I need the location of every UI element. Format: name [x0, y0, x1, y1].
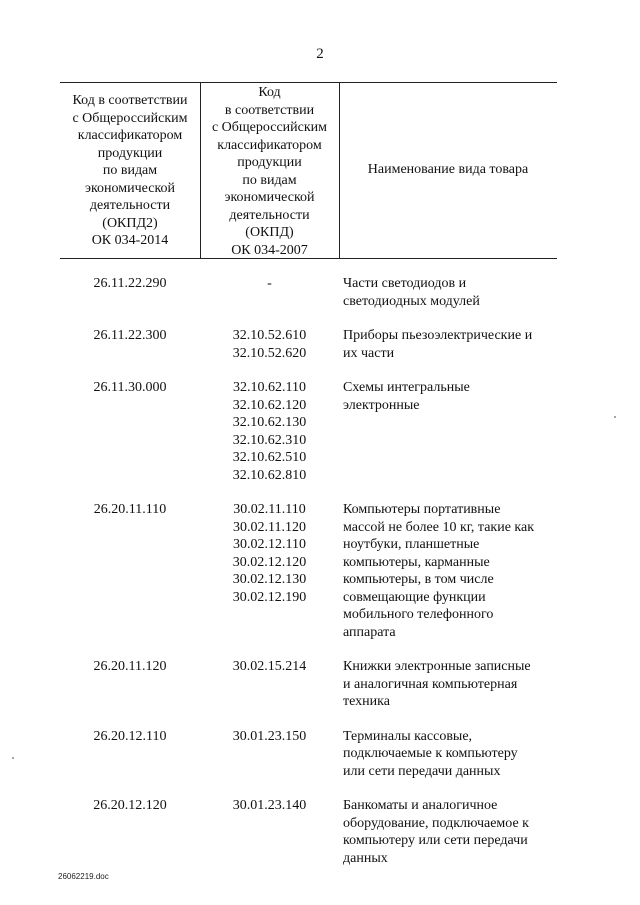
- text-line: ОК 034-2014: [91, 233, 169, 248]
- product-name-line: ноутбуки, планшетные: [343, 537, 480, 552]
- okpd-code: 30.02.12.130: [232, 572, 307, 587]
- header-okpd2-code: [60, 92, 200, 250]
- table-row: [60, 797, 557, 867]
- product-name-line: светодиодных модулей: [343, 293, 480, 309]
- okpd-code-cell: [200, 275, 339, 310]
- product-name-cell: [339, 275, 557, 310]
- header-product-name: [339, 161, 557, 179]
- okpd-code: 30.02.12.110: [233, 537, 306, 552]
- text-line: ОК 034-2007: [231, 242, 308, 258]
- product-name-line: компьютеру или сети передачи: [343, 833, 528, 848]
- table-row: [60, 275, 557, 310]
- okpd2-code: 26.20.11.120: [93, 659, 167, 674]
- product-name-cell: [339, 501, 557, 641]
- okpd-code: 32.10.52.610: [232, 328, 307, 343]
- product-name-line: массой не более 10 кг, такие как: [343, 519, 535, 535]
- product-name-line: оборудование, подключаемое к: [343, 815, 529, 831]
- okpd-code: 30.02.11.120: [233, 519, 306, 535]
- okpd2-code-cell: [60, 275, 200, 310]
- okpd2-code: 26.20.12.120: [93, 798, 167, 813]
- text-line: Наименование вида товара: [367, 162, 529, 177]
- product-name-line: подключаемые к компьютеру: [343, 746, 518, 761]
- text-line: продукции: [97, 145, 163, 161]
- okpd-code: 32.10.62.510: [232, 450, 307, 465]
- text-line: (ОКПД2): [102, 215, 158, 231]
- okpd-code: 32.10.62.810: [232, 467, 307, 483]
- product-name-line: мобильного телефонного: [343, 607, 494, 622]
- product-name-line: Терминалы кассовые,: [343, 728, 473, 744]
- product-name-line: электронные: [343, 397, 420, 413]
- okpd-code-cell: [200, 658, 339, 711]
- product-name-line: Банкоматы и аналогичное: [343, 798, 498, 813]
- table-top-rule: [60, 82, 557, 83]
- product-name-line: данных: [343, 850, 388, 866]
- text-line: с Общероссийским: [211, 120, 328, 135]
- product-name-line: компьютеры, в том числе: [343, 572, 494, 587]
- table-row: [60, 327, 557, 362]
- table-row: [60, 501, 557, 641]
- okpd-code: 30.01.23.140: [232, 798, 307, 813]
- okpd-code-cell: [200, 728, 339, 781]
- product-name-line: и аналогичная компьютерная: [343, 676, 518, 692]
- okpd-code: 30.02.15.214: [232, 659, 307, 674]
- okpd-code: 32.10.62.110: [233, 380, 306, 395]
- product-name-line: Приборы пьезоэлектрические и: [343, 328, 533, 343]
- text-line: классификатором: [77, 128, 183, 143]
- okpd2-code-cell: [60, 379, 200, 484]
- product-name-line: Части светодиодов и: [343, 276, 467, 291]
- okpd2-code-cell: [60, 658, 200, 711]
- okpd2-code: 26.20.12.110: [93, 728, 167, 744]
- product-name-line: Книжки электронные записные: [343, 659, 531, 674]
- product-name-line: их части: [343, 345, 395, 361]
- okpd-code-cell: [200, 327, 339, 362]
- product-name-cell: [339, 797, 557, 867]
- text-line: экономической: [84, 180, 176, 196]
- okpd2-code: 26.20.11.110: [93, 502, 167, 517]
- okpd2-code-cell: [60, 797, 200, 867]
- text-line: Код: [258, 85, 281, 100]
- scan-speck: [614, 416, 616, 418]
- product-name-cell: [339, 728, 557, 781]
- text-line: классификатором: [217, 137, 322, 153]
- okpd2-code-cell: [60, 728, 200, 781]
- okpd-code-cell: [200, 501, 339, 641]
- text-line: Код в соответствии: [72, 93, 188, 108]
- okpd-code: 30.02.12.120: [232, 554, 307, 570]
- product-name-line: аппарата: [343, 624, 396, 640]
- product-name-cell: [339, 658, 557, 711]
- okpd-code: 32.10.52.620: [232, 345, 307, 361]
- product-name-line: техника: [343, 694, 390, 709]
- table-row: [60, 658, 557, 711]
- okpd-code: 32.10.62.130: [232, 415, 307, 430]
- product-name-line: совмещающие функции: [343, 589, 486, 605]
- okpd-code: 32.10.62.310: [232, 432, 307, 448]
- text-line: в соответствии: [224, 102, 315, 118]
- file-code: 26062219.doc: [58, 872, 109, 881]
- okpd2-code: 26.11.30.000: [93, 380, 167, 395]
- okpd-code: 30.01.23.150: [232, 728, 307, 744]
- text-line: экономической: [224, 190, 315, 205]
- okpd-code-cell: [200, 379, 339, 484]
- text-line: с Общероссийским: [72, 110, 188, 126]
- okpd-code: -: [267, 276, 272, 291]
- header-okpd-code: [200, 84, 339, 259]
- product-name-line: или сети передачи данных: [343, 763, 501, 779]
- product-name-line: Компьютеры портативные: [343, 502, 501, 517]
- text-line: (ОКПД): [245, 225, 294, 240]
- text-line: деятельности: [229, 207, 310, 223]
- okpd2-code: 26.11.22.300: [93, 328, 167, 343]
- text-line: по видам: [242, 172, 297, 188]
- product-name-cell: [339, 327, 557, 362]
- table-row: [60, 379, 557, 484]
- product-name-line: Схемы интегральные: [343, 380, 470, 395]
- product-name-line: компьютеры, карманные: [343, 554, 490, 570]
- okpd2-code-cell: [60, 327, 200, 362]
- page-number: 2: [316, 46, 324, 62]
- table-row: [60, 728, 557, 781]
- table-body: [60, 275, 557, 867]
- text-line: по видам: [102, 163, 158, 178]
- okpd-code-cell: [200, 797, 339, 867]
- text-line: продукции: [237, 155, 302, 170]
- text-line: деятельности: [89, 198, 171, 213]
- okpd2-code: 26.11.22.290: [93, 276, 167, 291]
- scan-speck: [12, 757, 14, 759]
- okpd2-code-cell: [60, 501, 200, 641]
- product-name-cell: [339, 379, 557, 484]
- okpd-code: 30.02.11.110: [233, 502, 306, 517]
- okpd-code: 32.10.62.120: [232, 397, 307, 413]
- okpd-code: 30.02.12.190: [232, 589, 307, 605]
